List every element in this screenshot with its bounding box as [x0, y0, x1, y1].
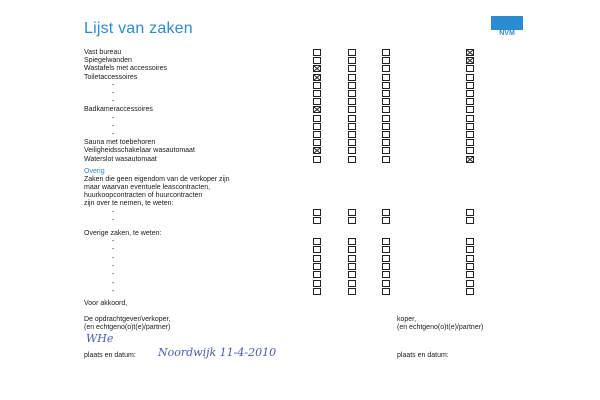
checkbox-4[interactable]	[466, 209, 474, 216]
checkbox-4[interactable]	[466, 156, 474, 163]
item-label: -	[112, 271, 115, 279]
checkbox-3[interactable]	[382, 98, 390, 105]
other-row	[0, 238, 600, 246]
item-label: -	[112, 217, 115, 224]
checkbox-3[interactable]	[382, 280, 390, 287]
item-label: -	[112, 209, 115, 216]
item-label: -	[112, 122, 115, 130]
checkbox-2[interactable]	[348, 98, 356, 105]
checkbox-1[interactable]	[313, 90, 321, 97]
checkbox-1[interactable]	[313, 217, 321, 224]
place-date-left-label: plaats en datum:	[84, 352, 136, 359]
item-row	[0, 98, 600, 106]
checkbox-2[interactable]	[348, 74, 356, 81]
item-label: -	[112, 98, 115, 106]
checkbox-4[interactable]	[466, 147, 474, 154]
checkbox-2[interactable]	[348, 65, 356, 72]
checkbox-1[interactable]	[313, 209, 321, 216]
checkbox-3[interactable]	[382, 246, 390, 253]
checkbox-2[interactable]	[348, 156, 356, 163]
item-row	[0, 139, 600, 147]
checkbox-1[interactable]	[313, 57, 321, 64]
checkbox-3[interactable]	[382, 123, 390, 130]
checkbox-3[interactable]	[382, 263, 390, 270]
checkbox-1[interactable]	[313, 238, 321, 245]
checkbox-4[interactable]	[466, 57, 474, 64]
overig-intro-3: huurkoopcontracten of huurcontracten	[84, 192, 203, 199]
checkbox-1[interactable]	[313, 123, 321, 130]
item-row	[0, 131, 600, 139]
item-row	[0, 65, 600, 73]
checkbox-2[interactable]	[348, 123, 356, 130]
checkbox-3[interactable]	[382, 115, 390, 122]
page-title: Lijst van zaken	[84, 20, 193, 37]
checkbox-1[interactable]	[313, 139, 321, 146]
item-label: Spiegelwanden	[84, 57, 132, 65]
checkbox-3[interactable]	[382, 238, 390, 245]
item-label: Veiligheidsschakelaar wasautomaat	[84, 147, 195, 155]
other-row	[0, 263, 600, 271]
other-heading: Overige zaken, te weten:	[84, 230, 162, 237]
checkbox-4[interactable]	[466, 65, 474, 72]
checkbox-1[interactable]	[313, 49, 321, 56]
item-row	[0, 49, 600, 57]
checkbox-2[interactable]	[348, 49, 356, 56]
checkbox-4[interactable]	[466, 288, 474, 295]
checkbox-1[interactable]	[313, 255, 321, 262]
checkbox-3[interactable]	[382, 209, 390, 216]
checkbox-2[interactable]	[348, 238, 356, 245]
checkbox-4[interactable]	[466, 255, 474, 262]
item-row	[0, 82, 600, 90]
agree-text: Voor akkoord,	[84, 300, 128, 307]
checkbox-2[interactable]	[348, 217, 356, 224]
item-label: Vast bureau	[84, 49, 122, 56]
checkbox-4[interactable]	[466, 271, 474, 278]
checkbox-4[interactable]	[466, 139, 474, 146]
checkbox-2[interactable]	[348, 115, 356, 122]
checkbox-4[interactable]	[466, 49, 474, 56]
item-label: -	[112, 279, 115, 287]
checkbox-1[interactable]	[313, 98, 321, 105]
other-row	[0, 255, 600, 263]
item-label: Sauna met toebehoren	[84, 139, 156, 147]
overig-intro-2: maar waarvan eventuele leascontracten,	[84, 184, 211, 191]
item-row	[0, 115, 600, 123]
item-label: Toiletaccessoires	[84, 73, 138, 81]
overig-heading: Overig	[84, 168, 105, 175]
item-label: -	[112, 90, 115, 97]
checkbox-4[interactable]	[466, 82, 474, 89]
seller-signature: WHe	[86, 332, 114, 345]
other-row	[0, 288, 600, 296]
checkbox-1[interactable]	[313, 288, 321, 295]
item-row	[0, 90, 600, 98]
checkbox-3[interactable]	[382, 65, 390, 72]
seller-label: De opdrachtgever/verkoper,	[84, 316, 171, 323]
checkbox-1[interactable]	[313, 280, 321, 287]
checkbox-1[interactable]	[313, 156, 321, 163]
checkbox-1[interactable]	[313, 115, 321, 122]
checkbox-1[interactable]	[313, 147, 321, 154]
item-label: Wastafels met accessoires	[84, 65, 167, 73]
buyer-label: koper,	[397, 316, 417, 323]
other-row	[0, 271, 600, 279]
other-row	[0, 280, 600, 288]
checkbox-2[interactable]	[348, 288, 356, 295]
checkbox-2[interactable]	[348, 255, 356, 262]
checkbox-4[interactable]	[466, 280, 474, 287]
nvm-logo-icon	[491, 16, 523, 38]
checkbox-4[interactable]	[466, 217, 474, 224]
checkbox-2[interactable]	[348, 280, 356, 287]
other-row	[0, 246, 600, 254]
item-label: -	[112, 131, 115, 138]
checkbox-4[interactable]	[466, 238, 474, 245]
item-row	[0, 74, 600, 82]
checkbox-1[interactable]	[313, 82, 321, 89]
seller-partner-label: (en echtgeno(o)t(e)/partner)	[84, 324, 171, 331]
item-row	[0, 123, 600, 131]
item-row	[0, 106, 600, 114]
checkbox-4[interactable]	[466, 123, 474, 130]
checkbox-3[interactable]	[382, 139, 390, 146]
checkbox-2[interactable]	[348, 82, 356, 89]
checkbox-1[interactable]	[313, 74, 321, 81]
checkbox-3[interactable]	[382, 147, 390, 154]
checkbox-4[interactable]	[466, 98, 474, 105]
item-label: Badkameraccessoires	[84, 106, 153, 114]
checkbox-2[interactable]	[348, 209, 356, 216]
checkbox-3[interactable]	[382, 82, 390, 89]
buyer-partner-label: (en echtgeno(o)t(e)/partner)	[397, 324, 484, 331]
checkbox-4[interactable]	[466, 106, 474, 113]
item-label: -	[112, 254, 115, 262]
item-label: -	[112, 246, 115, 254]
checkbox-4[interactable]	[466, 90, 474, 97]
checkbox-1[interactable]	[313, 131, 321, 138]
checkbox-2[interactable]	[348, 271, 356, 278]
checkbox-1[interactable]	[313, 106, 321, 113]
place-date-handwritten: Noordwijk 11-4-2010	[158, 346, 277, 359]
checkbox-3[interactable]	[382, 255, 390, 262]
checkbox-4[interactable]	[466, 131, 474, 138]
item-label: -	[112, 287, 115, 295]
item-label: -	[112, 81, 115, 89]
checkbox-3[interactable]	[382, 106, 390, 113]
checkbox-2[interactable]	[348, 263, 356, 270]
overig-row	[0, 209, 600, 217]
item-row	[0, 156, 600, 164]
checkbox-3[interactable]	[382, 49, 390, 56]
checkbox-3[interactable]	[382, 288, 390, 295]
checkbox-3[interactable]	[382, 131, 390, 138]
place-date-right-label: plaats en datum:	[397, 352, 449, 359]
item-label: Waterslot wasautomaat	[84, 155, 157, 163]
checkbox-2[interactable]	[348, 90, 356, 97]
checkbox-3[interactable]	[382, 90, 390, 97]
item-label: -	[112, 262, 115, 270]
item-label: -	[112, 114, 115, 122]
overig-intro-4: zijn over te nemen, te weten:	[84, 200, 174, 207]
checkbox-2[interactable]	[348, 147, 356, 154]
checkbox-1[interactable]	[313, 65, 321, 72]
overig-intro-1: Zaken die geen eigendom van de verkoper zijn	[84, 176, 230, 183]
checkbox-4[interactable]	[466, 115, 474, 122]
checkbox-1[interactable]	[313, 246, 321, 253]
item-row	[0, 147, 600, 155]
checkbox-4[interactable]	[466, 263, 474, 270]
checkbox-2[interactable]	[348, 139, 356, 146]
checkbox-3[interactable]	[382, 217, 390, 224]
logo-text: NVM	[499, 30, 515, 37]
checkbox-4[interactable]	[466, 246, 474, 253]
checkbox-2[interactable]	[348, 131, 356, 138]
checkbox-3[interactable]	[382, 74, 390, 81]
checkbox-3[interactable]	[382, 271, 390, 278]
checkbox-2[interactable]	[348, 106, 356, 113]
checkbox-1[interactable]	[313, 263, 321, 270]
checkbox-3[interactable]	[382, 57, 390, 64]
checkbox-2[interactable]	[348, 57, 356, 64]
item-label: -	[112, 238, 115, 245]
overig-row	[0, 217, 600, 225]
item-row	[0, 57, 600, 65]
checkbox-4[interactable]	[466, 74, 474, 81]
checkbox-2[interactable]	[348, 246, 356, 253]
checkbox-3[interactable]	[382, 156, 390, 163]
checkbox-1[interactable]	[313, 271, 321, 278]
